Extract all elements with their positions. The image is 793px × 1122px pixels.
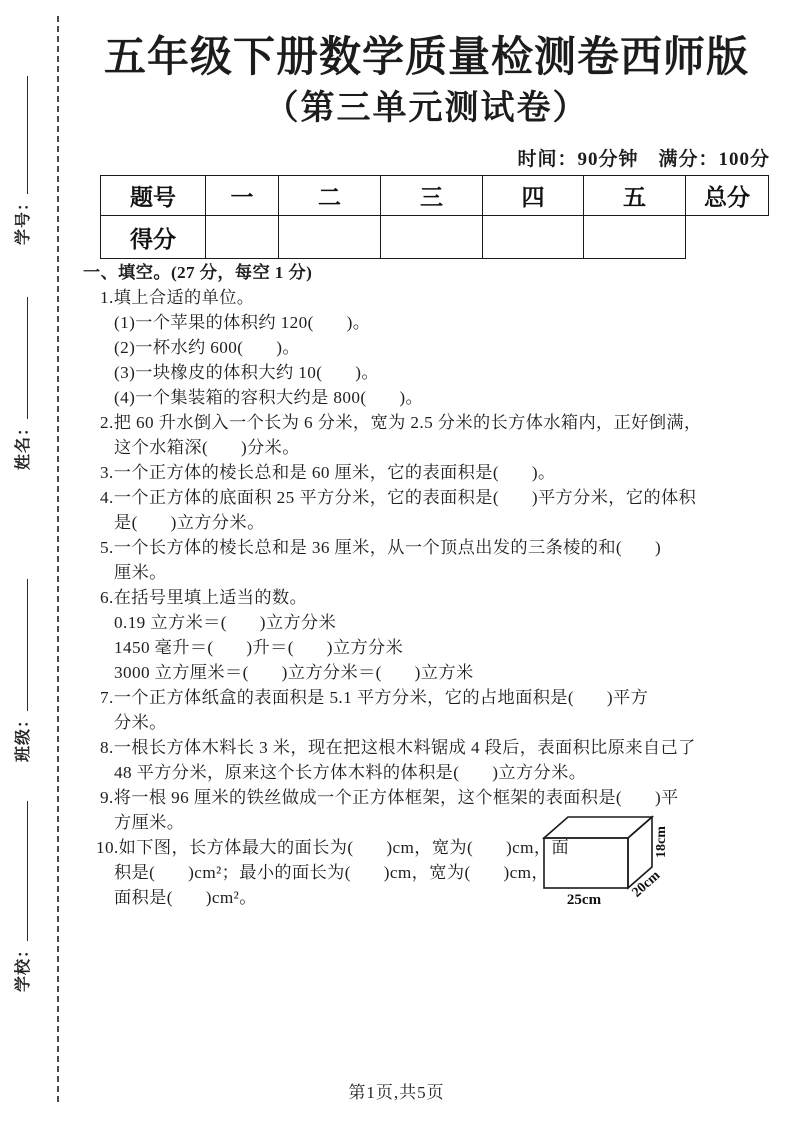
score-table-header-cell: 五 bbox=[584, 176, 686, 216]
question-line: (2)一杯水约 600( )。 bbox=[114, 338, 300, 357]
question-line: (4)一个集装箱的容积大约是 800( )。 bbox=[114, 388, 424, 407]
cuboid-figure bbox=[538, 806, 673, 916]
time-and-score-info: 时间：90分钟 满分：100分 bbox=[517, 149, 770, 170]
question-line: 3.一个正方体的棱长总和是 60 厘米，它的表面积是( )。 bbox=[100, 463, 556, 482]
question-line: (1)一个苹果的体积约 120( )。 bbox=[114, 313, 371, 332]
school-label: 学校： bbox=[15, 940, 32, 992]
margin-dashed-divider bbox=[57, 16, 59, 1102]
question-line: 48 平方分米，原来这个长方体木料的体积是( )立方分米。 bbox=[114, 763, 587, 782]
score-table-header-cell: 四 bbox=[483, 176, 584, 216]
student-name-field bbox=[12, 297, 36, 470]
question-line: 5.一个长方体的棱长总和是 36 厘米，从一个顶点出发的三条棱的和( ) bbox=[100, 538, 662, 557]
school-blank-line bbox=[13, 801, 28, 941]
question-line: 10.如下图，长方体最大的面长为( )cm，宽为( )cm，面 bbox=[96, 838, 570, 857]
student-name-blank-line bbox=[13, 297, 28, 419]
question-line: 面积是( )cm²。 bbox=[114, 888, 257, 907]
score-cell-empty bbox=[279, 216, 381, 259]
question-line: 7.一个正方体纸盒的表面积是 5.1 平方分米，它的占地面积是( )平方 bbox=[100, 688, 649, 707]
question-line: 厘米。 bbox=[114, 563, 167, 582]
question-line: 6.在括号里填上适当的数。 bbox=[100, 588, 308, 607]
student-id-field bbox=[12, 76, 36, 245]
question-line: 1.填上合适的单位。 bbox=[100, 288, 255, 307]
score-table-header-cell: 三 bbox=[381, 176, 483, 216]
student-name-label: 姓名： bbox=[15, 418, 32, 470]
score-table-header-cell: 一 bbox=[206, 176, 279, 216]
class-field bbox=[12, 579, 36, 762]
question-line: 这个水箱深( )分米。 bbox=[114, 438, 300, 457]
figure-height-label: 18cm bbox=[654, 826, 669, 858]
score-table-header-cell: 二 bbox=[279, 176, 381, 216]
score-cell-empty bbox=[483, 216, 584, 259]
score-table-header-row bbox=[101, 176, 769, 216]
score-cell-empty bbox=[206, 216, 279, 259]
question-line: 4.一个正方体的底面积 25 平方分米，它的表面积是( )平方分米，它的体积 bbox=[100, 488, 697, 507]
question-line: 方厘米。 bbox=[114, 813, 185, 832]
student-id-label: 学号： bbox=[15, 193, 32, 245]
question-line: 积是( )cm²；最小的面长为( )cm，宽为( )cm， bbox=[114, 863, 549, 882]
question-line: 0.19 立方米＝( )立方分米 bbox=[114, 613, 337, 632]
score-table-header-cell: 总分 bbox=[686, 176, 769, 216]
score-table-score-row bbox=[101, 216, 769, 259]
class-label: 班级： bbox=[15, 710, 32, 762]
page-subtitle: （第三单元测试卷） bbox=[264, 90, 589, 127]
question-line: (3)一块橡皮的体积大约 10( )。 bbox=[114, 363, 379, 382]
score-table bbox=[100, 175, 769, 259]
question-line: 分米。 bbox=[114, 713, 167, 732]
figure-length-label: 25cm bbox=[566, 892, 602, 908]
question-line: 9.将一根 96 厘米的铁丝做成一个正方体框架，这个框架的表面积是( )平 bbox=[100, 788, 679, 807]
questions-section bbox=[83, 260, 783, 910]
student-id-blank-line bbox=[13, 76, 28, 194]
question-line: 8.一根长方体木料长 3 米，现在把这根木料锯成 4 段后，表面积比原来自己了 bbox=[100, 738, 696, 757]
question-line: 1450 毫升＝( )升＝( )立方分米 bbox=[114, 638, 404, 657]
class-blank-line bbox=[13, 579, 28, 711]
score-cell-empty bbox=[381, 216, 483, 259]
score-row-label: 得分 bbox=[101, 216, 206, 259]
score-table-header-cell: 题号 bbox=[101, 176, 206, 216]
score-cell-empty bbox=[584, 216, 686, 259]
page-number: 第1页,共5页 bbox=[348, 1083, 445, 1102]
question-line: 2.把 60 升水倒入一个长为 6 分米，宽为 2.5 分米的长方体水箱内，正好倒满， bbox=[100, 413, 702, 432]
question-line: 3000 立方厘米＝( )立方分米＝( )立方米 bbox=[114, 663, 474, 682]
page-title: 五年级下册数学质量检测卷西师版 bbox=[103, 35, 749, 81]
figure-depth-label: 20cm bbox=[629, 868, 664, 901]
cuboid-drawing bbox=[538, 806, 673, 911]
question-line: 是( )立方分米。 bbox=[114, 513, 265, 532]
school-field bbox=[12, 801, 36, 992]
section-heading: 一、填空。(27 分，每空 1 分) bbox=[83, 263, 313, 282]
